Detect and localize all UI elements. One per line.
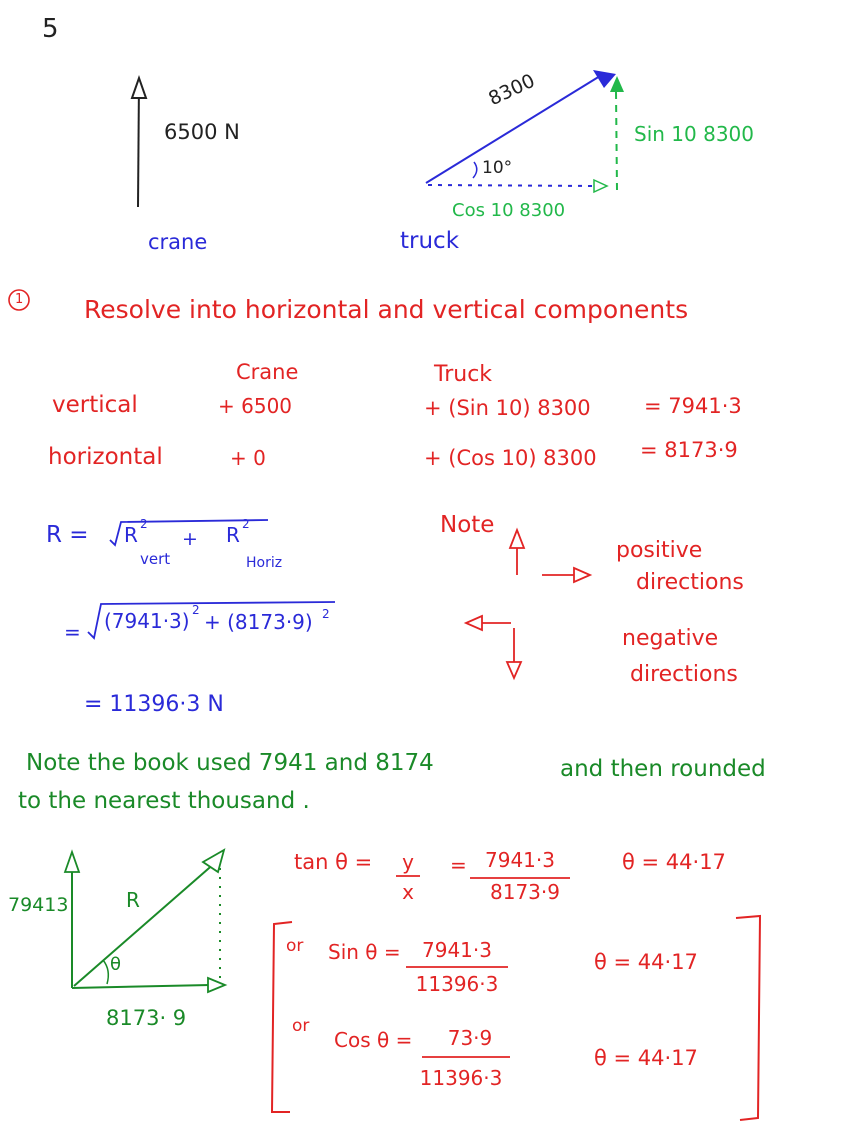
or-label-1: or <box>286 936 304 956</box>
negative-directions-label: directions <box>630 662 738 687</box>
r-plus: + <box>182 528 198 550</box>
negative-direction-arrows <box>466 616 521 678</box>
crane-label: crane <box>148 230 208 254</box>
r-horiz-square: 2 <box>242 517 250 531</box>
directions-note-label: Note <box>440 512 495 538</box>
row-horizontal-label: horizontal <box>48 444 163 470</box>
row-vertical-truck: + (Sin 10) 8300 <box>424 396 591 420</box>
triangle-vertical-label: 79413 <box>8 894 69 916</box>
cos-denominator: 11396·3 <box>419 1066 503 1090</box>
row-vertical-label: vertical <box>52 392 138 418</box>
negative-label: negative <box>622 626 719 651</box>
triangle-angle-label: θ <box>110 954 122 975</box>
row-vertical-crane: + 6500 <box>218 394 293 418</box>
horizontal-component-label: Cos 10 8300 <box>452 200 566 221</box>
tan-equals: = <box>450 853 467 877</box>
positive-label: positive <box>616 538 703 563</box>
tan-denominator-x: x <box>402 880 414 904</box>
r-result: = 11396·3 N <box>84 692 224 717</box>
positive-directions-label: directions <box>636 570 744 595</box>
col-crane-header: Crane <box>236 360 299 384</box>
r-horiz-subscript: Horiz <box>246 555 283 571</box>
step-number: 1 <box>15 292 24 307</box>
step-heading: Resolve into horizontal and vertical components <box>84 295 689 324</box>
r-line2-square1: 2 <box>192 603 200 617</box>
tan-result: θ = 44·17 <box>622 850 726 874</box>
sin-denominator: 11396·3 <box>415 972 499 996</box>
r-vert-term: R <box>124 523 138 547</box>
truck-label: truck <box>400 228 460 254</box>
r-line2-equals: = <box>64 620 81 644</box>
cos-lhs: Cos θ = <box>334 1028 413 1052</box>
tan-denominator-value: 8173·9 <box>490 880 560 904</box>
row-horizontal-truck: + (Cos 10) 8300 <box>424 446 597 470</box>
r-vert-square: 2 <box>140 517 148 531</box>
angle-label: 10° <box>482 158 513 178</box>
cos-numerator: 73·9 <box>447 1026 493 1050</box>
triangle-horizontal-label: 8173· 9 <box>106 1006 187 1030</box>
sin-result: θ = 44·17 <box>594 950 698 974</box>
row-vertical-result: = 7941·3 <box>644 394 742 418</box>
r-vert-subscript: vert <box>140 550 171 568</box>
triangle-hypotenuse-label: R <box>126 888 140 912</box>
r-horiz-term: R <box>226 523 240 547</box>
angle-triangle-diagram <box>65 850 225 992</box>
book-note-line1-end: and then rounded <box>560 756 766 782</box>
r-line2-term1: (7941·3) <box>104 609 190 633</box>
vertical-component-label: Sin 10 8300 <box>634 122 754 146</box>
cos-result: θ = 44·17 <box>594 1046 698 1070</box>
book-note-line1: Note the book used 7941 and 8174 <box>26 750 434 776</box>
tan-lhs: tan θ = <box>294 850 373 874</box>
r-equals: R = <box>46 522 89 548</box>
or-label-2: or <box>292 1016 310 1036</box>
book-note-line2: to the nearest thousand . <box>18 788 310 814</box>
sin-lhs: Sin θ = <box>328 940 401 964</box>
col-truck-header: Truck <box>434 362 493 387</box>
crane-force-label: 6500 N <box>164 120 240 144</box>
r-line2-square2: 2 <box>322 607 330 621</box>
truck-force-label: 8300 <box>485 69 539 111</box>
tan-numerator-value: 7941·3 <box>485 848 555 872</box>
r-line2-term2: + (8173·9) <box>204 610 313 634</box>
positive-direction-arrows <box>510 530 590 582</box>
page-number: 5 <box>42 14 59 44</box>
row-horizontal-crane: + 0 <box>230 446 266 470</box>
sin-numerator: 7941·3 <box>422 938 492 962</box>
tan-numerator-y: y <box>402 850 414 874</box>
row-horizontal-result: = 8173·9 <box>640 438 738 462</box>
crane-force-arrow <box>132 78 146 207</box>
